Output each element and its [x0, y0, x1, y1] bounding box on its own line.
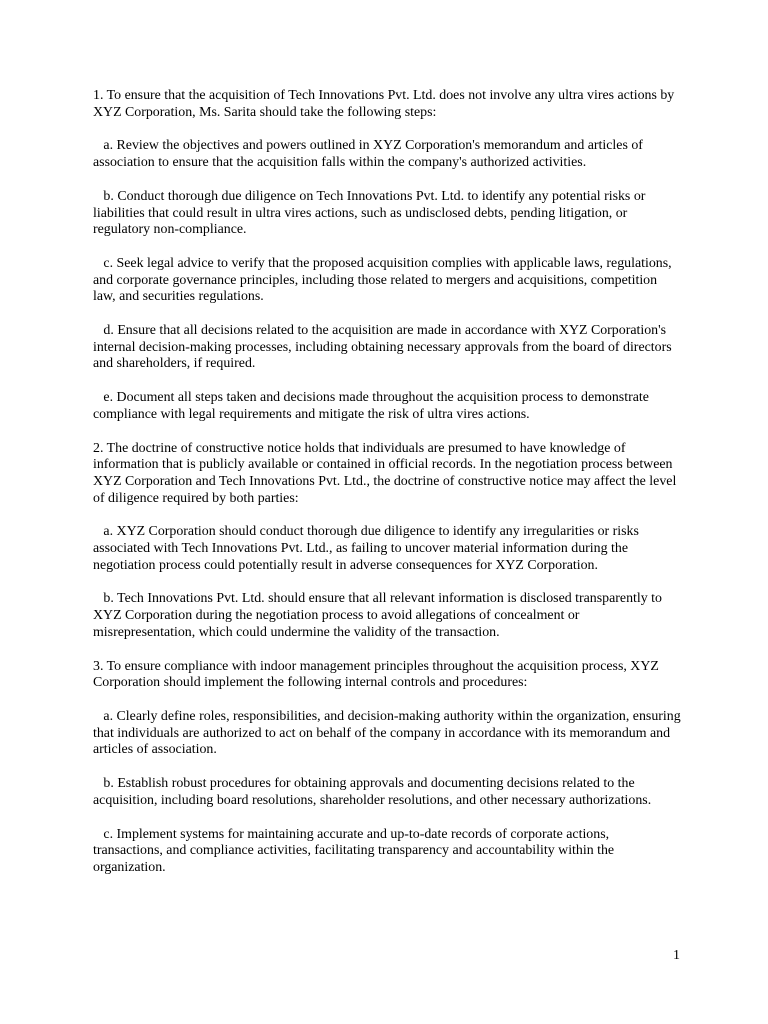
paragraph-3a: a. Clearly define roles, responsibilities, and decision-making authority within the organization, ensuring that individuals are authorized to act on behalf of the company in accordance with its memorandum and articles of association. [93, 708, 685, 758]
paragraph-1b: b. Conduct thorough due diligence on Tech Innovations Pvt. Ltd. to identify any potential risks or liabilities that could result in ultra vires actions, such as undisclosed debts, pending litigation, or regulatory non-compliance. [93, 188, 649, 238]
paragraph-1d: d. Ensure that all decisions related to the acquisition are made in accordance with XYZ Corporation's internal decision-making processes, including obtaining necessary approvals from the board of directors and shareholders, if required. [93, 323, 676, 372]
paragraph-3: 3. To ensure compliance with indoor management principles throughout the acquisition process, XYZ Corporation should implement the following internal controls and procedures: [93, 658, 663, 691]
paragraph-3c: c. Implement systems for maintaining accurate and up-to-date records of corporate actions, transactions, and compliance activities, facilitating transparency and accountability within the organization. [93, 826, 618, 875]
paragraph-1a: a. Review the objectives and powers outlined in XYZ Corporation's memorandum and articles of association to ensure that the acquisition falls within the company's authorized activities. [93, 138, 647, 171]
paragraph-2b: b. Tech Innovations Pvt. Ltd. should ensure that all relevant information is disclosed transparently to XYZ Corporation during the negotiation process to avoid allegations of concealment or misrepresentation, which could undermine the validity of the transaction. [93, 591, 666, 640]
document-body [93, 88, 685, 894]
paragraph-2: 2. The doctrine of constructive notice holds that individuals are presumed to have knowledge of information that is publicly available or contained in official records. In the negotiation process between XYZ Corporation and Tech Innovations Pvt. Ltd., the doctrine of constructive notice may affect the level of diligence required by both parties: [93, 440, 680, 506]
page-number: 1 [673, 948, 680, 963]
paragraph-1e: e. Document all steps taken and decisions made throughout the acquisition process to demonstrate compliance with legal requirements and mitigate the risk of ultra vires actions. [93, 390, 653, 422]
paragraph-1c: c. Seek legal advice to verify that the proposed acquisition complies with applicable laws, regulations, and corporate governance principles, including those related to mergers and acquisitions, competition law, and securities regulations. [93, 255, 676, 305]
paragraph-3b: b. Establish robust procedures for obtaining approvals and documenting decisions related to the acquisition, including board resolutions, shareholder resolutions, and other necessary authorizations. [93, 776, 652, 808]
paragraph-2a: a. XYZ Corporation should conduct thorough due diligence to identify any irregularities or risks associated with Tech Innovations Pvt. Ltd., as failing to uncover material information during the negotiation process could potentially result in adverse consequences for XYZ Corporation. [93, 524, 643, 573]
paragraph-1: 1. To ensure that the acquisition of Tech Innovations Pvt. Ltd. does not involve any ultra vires actions by XYZ Corporation, Ms. Sarita should take the following steps: [93, 88, 678, 120]
